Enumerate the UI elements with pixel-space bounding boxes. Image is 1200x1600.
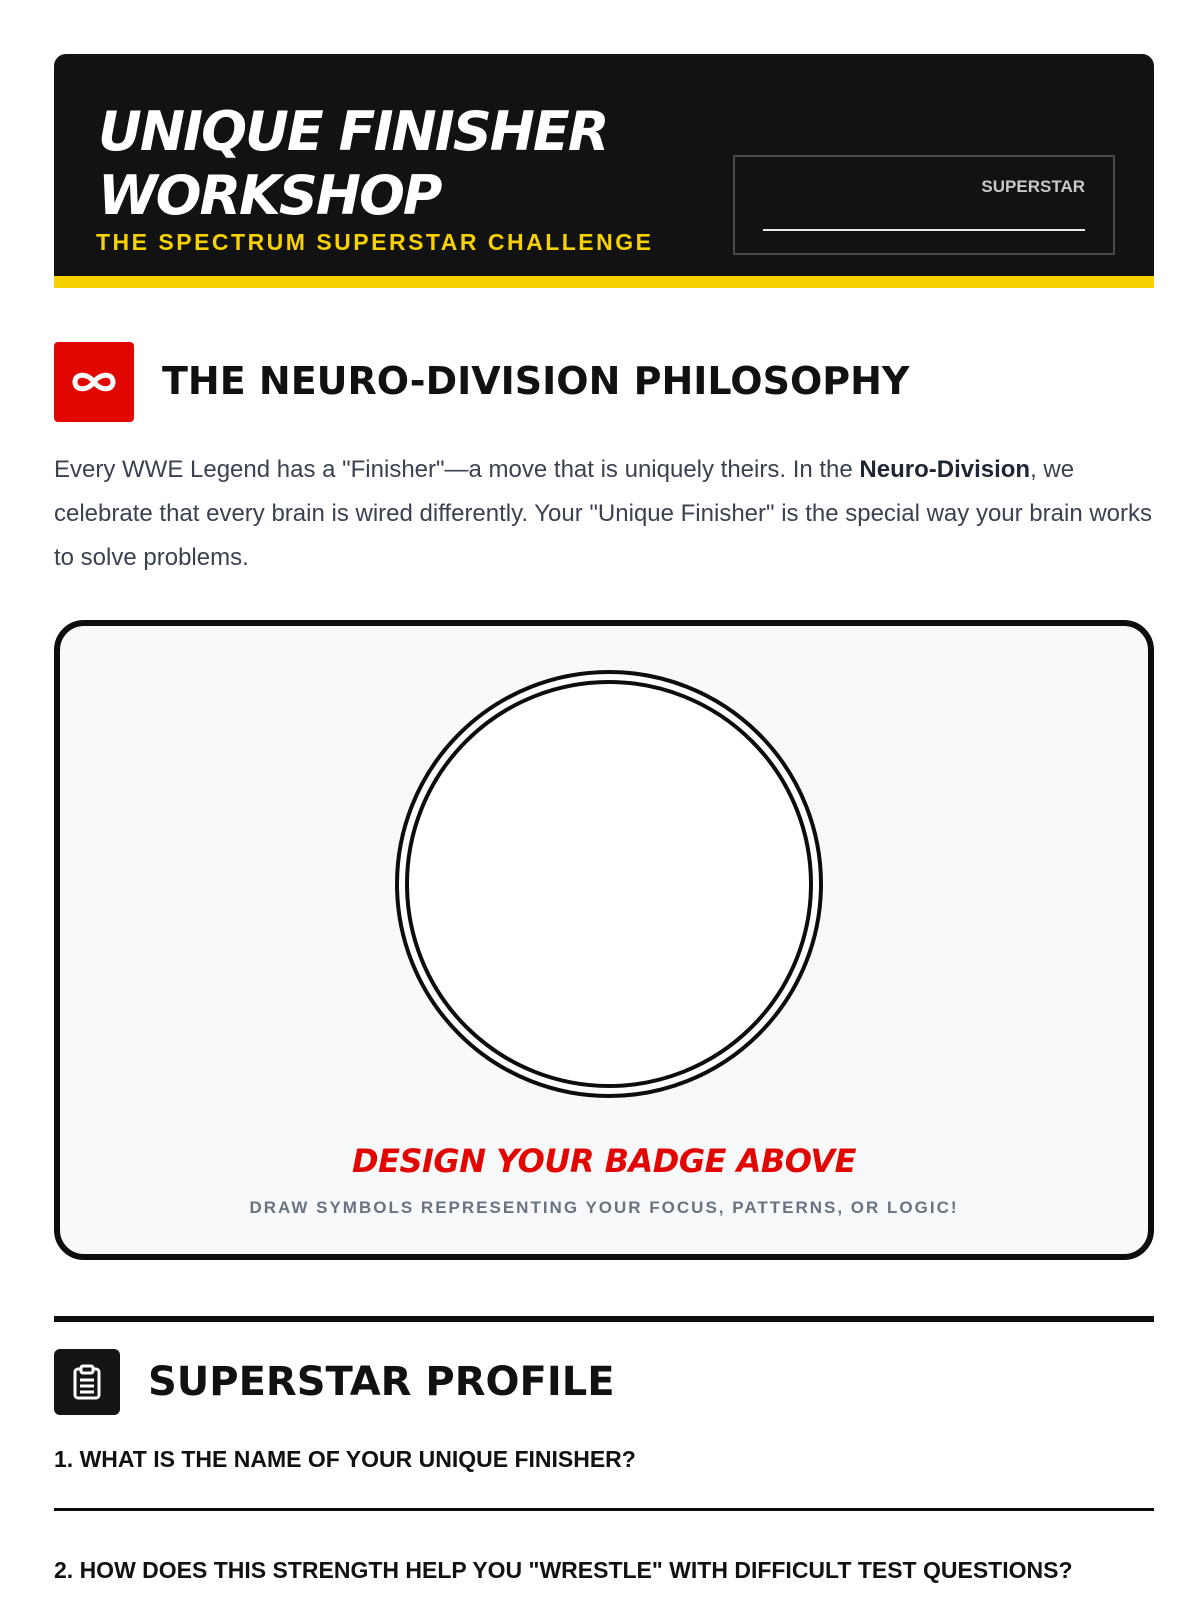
- badge-drawing-circle[interactable]: [395, 670, 823, 1098]
- philosophy-text-end: , we celebrate that every brain is wired differently. Your "Unique Finisher" is the special way your brain works to solve problems.: [54, 456, 1153, 571]
- page-subtitle: THE SPECTRUM SUPERSTAR CHALLENGE: [96, 229, 654, 255]
- section-divider: [54, 1316, 1154, 1322]
- philosophy-text: [54, 448, 1154, 580]
- badge-caption: DRAW SYMBOLS REPRESENTING YOUR FOCUS, PATTERNS, OR LOGIC!: [249, 1198, 959, 1217]
- infinity-icon: [54, 342, 134, 422]
- clipboard-icon: [54, 1349, 120, 1415]
- page-title: [98, 100, 698, 228]
- profile-heading: SUPERSTAR PROFILE: [148, 1359, 615, 1405]
- question-2: 2. HOW DOES THIS STRENGTH HELP YOU "WRESTLE" WITH DIFFICULT TEST QUESTIONS?: [54, 1557, 1073, 1583]
- superstar-name-label: SUPERSTAR: [981, 177, 1085, 196]
- badge-design-card: [54, 620, 1154, 1260]
- title-line-1: UNIQUE FINISHER: [98, 100, 608, 163]
- header-banner: [54, 54, 1154, 288]
- philosophy-heading: THE NEURO-DIVISION PHILOSOPHY: [162, 359, 910, 403]
- badge-circle-inner-ring: [405, 680, 813, 1088]
- superstar-name-line: [763, 229, 1085, 231]
- answer-line-1[interactable]: [54, 1508, 1154, 1511]
- philosophy-text-bold: Neuro-Division: [859, 456, 1031, 483]
- superstar-name-field[interactable]: [733, 155, 1115, 255]
- philosophy-text-start: Every WWE Legend has a "Finisher"—a move that is uniquely theirs. In the: [54, 456, 860, 483]
- question-1: 1. WHAT IS THE NAME OF YOUR UNIQUE FINISHER?: [54, 1446, 636, 1472]
- badge-title: DESIGN YOUR BADGE ABOVE: [352, 1142, 856, 1180]
- title-line-2: WORKSHOP: [98, 164, 441, 227]
